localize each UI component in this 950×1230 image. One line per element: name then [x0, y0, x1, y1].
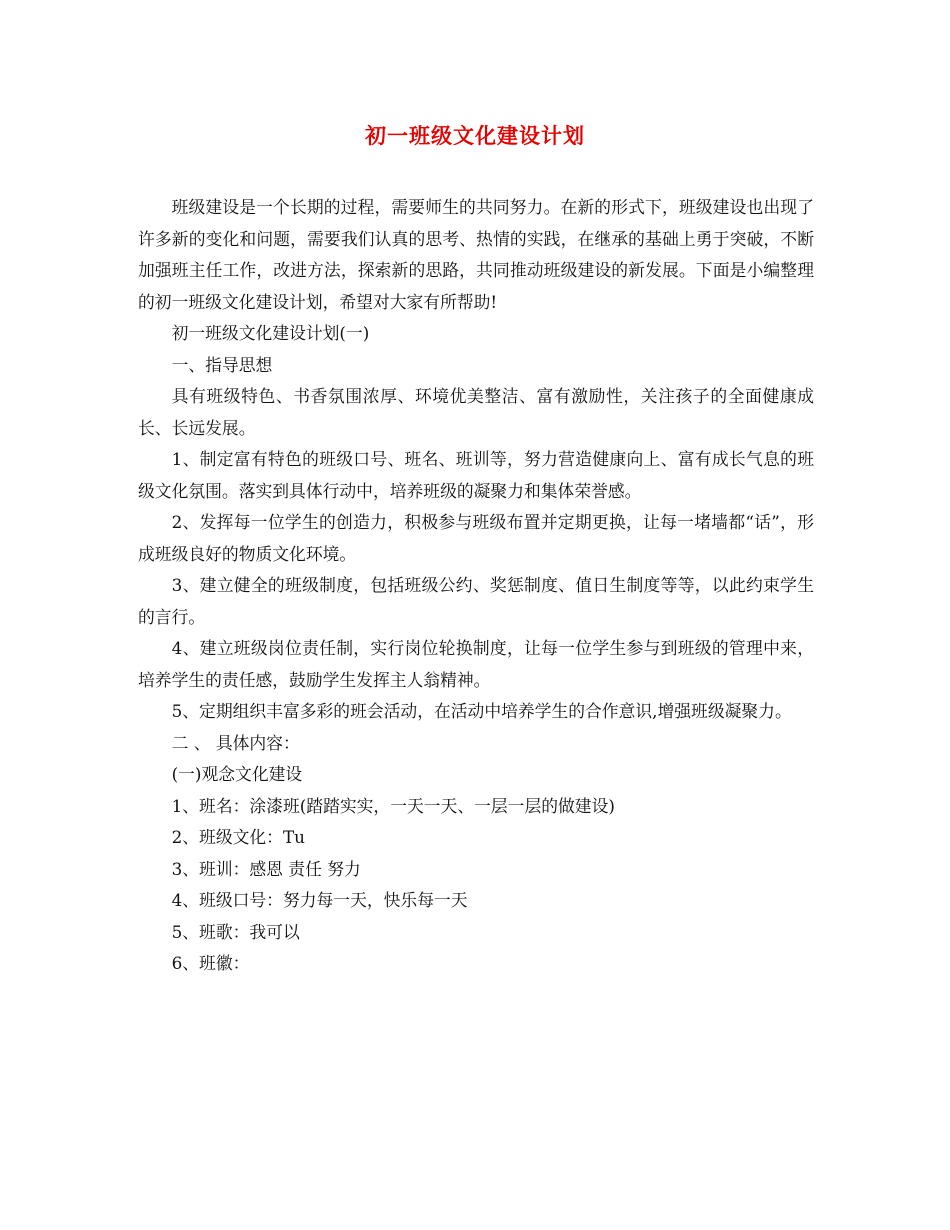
document-title: 初一班级文化建设计划 [365, 123, 585, 148]
paragraph-guiding-thought: 具有班级特色、书香氛围浓厚、环境优美整洁、富有激励性，关注孩子的全面健康成长、长远发展。 [138, 386, 814, 438]
list-item: 1、班名：涂漆班(踏踏实实，一天一天、一层一层的做建设) [171, 795, 615, 816]
list-item: 6、班徽： [171, 953, 250, 973]
list-item: 3、建立健全的班级制度，包括班级公约、奖惩制度、值日生制度等等，以此约束学生的言行。 [138, 575, 814, 627]
list-item: 4、班级口号：努力每一天，快乐每一天 [171, 890, 468, 910]
document-body [138, 192, 814, 980]
section-heading-guiding-thought: 一、指导思想 [171, 354, 273, 375]
subsection-heading-concept-culture: (一)观念文化建设 [171, 764, 303, 784]
list-item: 2、班级文化：Tu [171, 827, 305, 847]
list-item: 3、班训：感恩 责任 努力 [171, 858, 361, 879]
list-item: 1、制定富有特色的班级口号、班名、班训等，努力营造健康向上、富有成长气息的班级文化氛围。落实到具体行动中，培养班级的凝聚力和集体荣誉感。 [138, 449, 814, 501]
paragraph-intro: 班级建设是一个长期的过程，需要师生的共同努力。在新的形式下，班级建设也出现了许多新的变化和问题，需要我们认真的思考、热情的实践，在继承的基础上勇于突破，不断加强班主任工作，改进方法，探索新的思路，共同推动班级建设的新发展。下面是小编整理的初一班级文化建设计划，希望对大家有所帮助! [138, 197, 814, 312]
list-item: 5、班歌：我可以 [171, 921, 300, 942]
section-heading-content: 二 、 具体内容： [171, 732, 300, 753]
list-item: 5、定期组织丰富多彩的班会活动，在活动中培养学生的合作意识,增强班级凝聚力。 [171, 701, 792, 721]
list-item: 2、发挥每一位学生的创造力，积极参与班级布置并定期更换，让每一堵墙都“话”，形成班级良好的物质文化环境。 [138, 512, 814, 564]
list-item: 4、建立班级岗位责任制，实行岗位轮换制度，让每一位学生参与到班级的管理中来，培养学生的责任感，鼓励学生发挥主人翁精神。 [138, 638, 814, 690]
section-heading-plan-one: 初一班级文化建设计划(一) [171, 323, 370, 343]
